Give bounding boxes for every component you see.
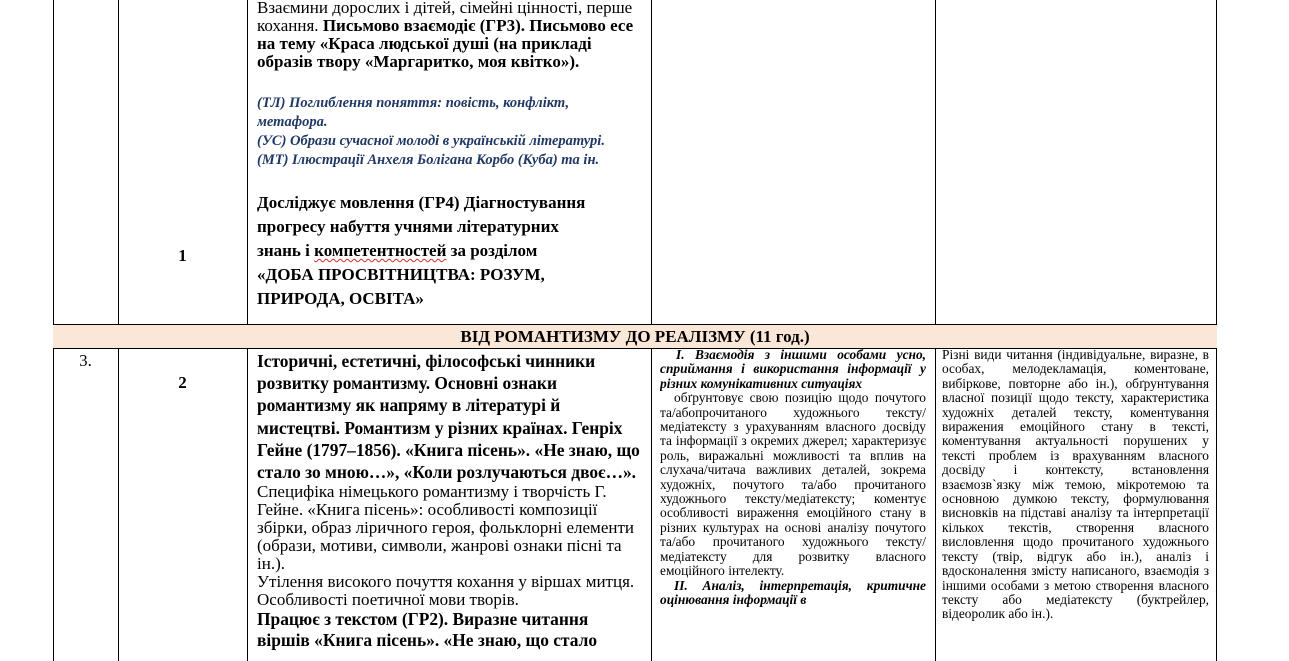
row1-research-line3	[257, 239, 645, 263]
row1-blue-line-0: (ТЛ) Поглиблення поняття: повість, конфлікт,	[257, 95, 570, 111]
row1-content-cell	[257, 0, 645, 311]
row2-results-heading: І. Взаємодія з іншими особами усно, сприймання і використання інформації у різних комунікативних ситуаціях	[660, 348, 926, 391]
row2-number	[53, 352, 118, 370]
table-border-col3-lower	[651, 348, 652, 661]
row2-content-cell	[257, 350, 644, 661]
row1-research-line4: «ДОБА ПРОСВІТНИЦТВА: РОЗУМ,	[257, 265, 545, 284]
row2-results-text: обґрунтовує свою позицію щодо почутого та/абопрочитаного художнього тексту/медіатексту з урахуванням власного досвіду та інформації з окремих джерел; характеризує роль, виражальні можливості та вплив на слухача/читача важливих деталей, зокрема художніх, почутого та/або прочитаного художнього тексту/медіатексту; коментує особливості вираження емоційного стану в різних культурах на основі аналізу почутого та/або прочитаного художнього тексту/медіатексту для розвитку власного емоційного інтелекту.	[660, 390, 926, 579]
row2-content-bold: Історичні, естетичні, філософські чинники розвитку романтизму. Основні ознаки романтизму як напряму в літературі й мистецтві. Романтизм у різних країнах. Генріх Гейне (1797–1856). «Книга пісень». «Не знаю, що стало зо мною…», «Коли розлучаються двоє…».	[257, 351, 640, 483]
row2-content-normal1: Специфіка німецького романтизму і творчість Г. Гейне. «Книга пісень»: особливості композиції збірки, образ ліричного героя, фольклорні елементи (образи, мотиви, символи, жанрові ознаки пісні та ін.).	[257, 482, 634, 574]
row1-research-line3a: знань і	[257, 241, 315, 260]
row1-content-bold1: Письмово взаємодіє (ГР3).	[322, 16, 526, 35]
row2-activities-text: Різні види читання (індивідуальне, виразне, в особах, мелодекламація, коментоване, вибіркове, повторне або ін.), обґрунтування власної позиції щодо тексту, характеристика художніх деталей тексту, коментування виражения емоційного стану в тексті, коментування актуальності порушених у тексті проблем із врахуванням власного досвіду і контексту, встановлення взаємозв`язку між темою, мікротемою та основною думкою тексту, формулювання висновків на підставі аналізу та інтерпретації кількох текстів, створення власного висловлення щодо прочитаного художнього тексту (твір, відгук або ін.), аналіз і вдосконалення змісту написаного, взаємодія з іншими особами з метою створення власного тексту або медіатексту (буктрейлер, відеоролик або ін.).	[942, 348, 1209, 622]
row1-research-line1: Досліджує мовлення (ГР4) Діагностування	[257, 193, 586, 212]
row1-content-bold2: Письмово есе на тему «Краса людської душі (на прикладі образів твору «Маргаритко, моя квітко»).	[257, 16, 634, 71]
row1-content-paragraph	[257, 0, 645, 71]
row2-results-cell	[660, 348, 926, 661]
row1-research-line5: ПРИРОДА, ОСВІТА»	[257, 289, 424, 308]
section-title: ВІД РОМАНТИЗМУ ДО РЕАЛІЗМУ (11 год.)	[460, 327, 810, 346]
row2-hours-value: 2	[178, 374, 187, 392]
table-border-col3	[651, 0, 652, 325]
table-border-col4-lower	[935, 348, 936, 661]
row1-research-block	[257, 191, 645, 311]
row1-hours	[118, 247, 247, 265]
row1-blue-line-3: (МТ) Ілюстрації Анхеля Болігана Корбо (Куба) та ін.	[257, 152, 600, 168]
section-header-row	[53, 325, 1217, 348]
row2-hours	[118, 374, 247, 392]
row1-hours-value: 1	[178, 247, 187, 265]
row2-number-value: 3.	[79, 352, 92, 370]
table-border-col4	[935, 0, 936, 325]
row1-research-line3b: за розділом	[446, 241, 538, 260]
row2-results-heading2: ІІ. Аналіз, інтерпретація, критичне оцінювання інформації в	[660, 577, 926, 607]
row2-content-bold2: Працює з текстом (ГР2). Виразне читання віршів «Книга пісень». «Не знаю, що стало	[257, 609, 598, 651]
row1-blue-line-1: метафора.	[257, 114, 328, 130]
row2-activities-cell	[942, 348, 1209, 661]
row2-content-normal2: Утілення високого почуття кохання у віршах митця. Особливості поетичної мови творів.	[257, 572, 635, 610]
row1-blue-line-2: (УС) Образи сучасної молоді в українській літературі.	[257, 133, 605, 149]
row1-research-line2: прогресу набуття учнями літературних	[257, 217, 559, 236]
row1-content-normal: Взаємини дорослих і дітей, сімейні цінності, перше кохання.	[257, 0, 633, 35]
row1-research-line3-spell: компетентностей	[314, 241, 447, 260]
